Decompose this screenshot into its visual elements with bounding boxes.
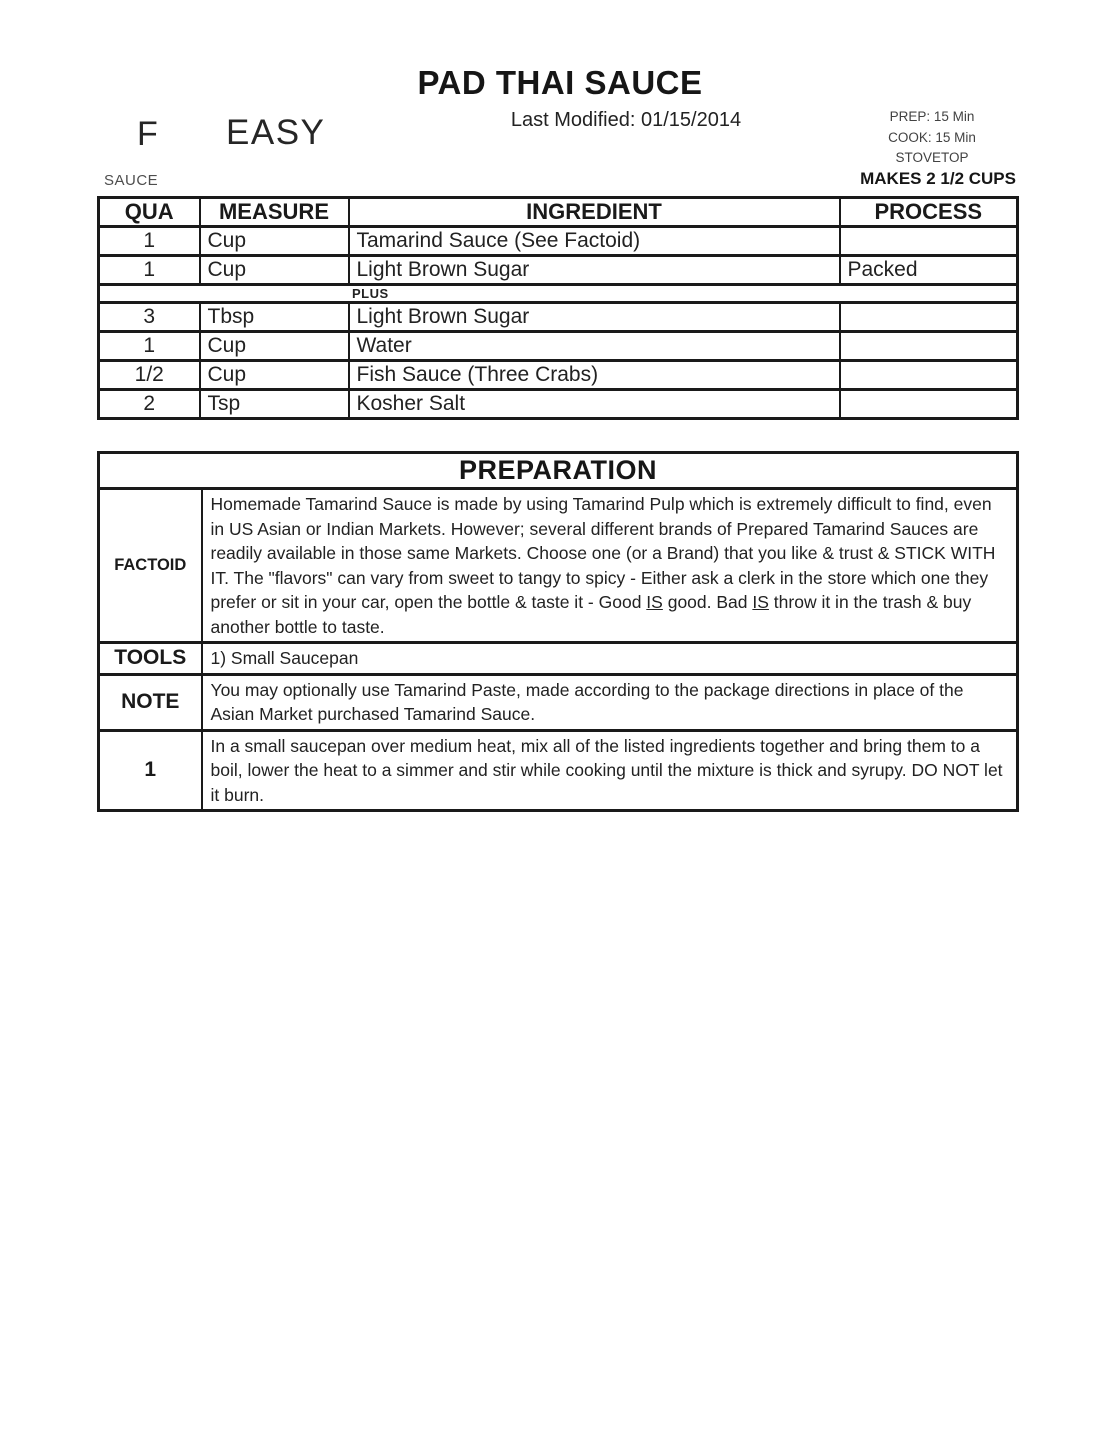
timing-block: [852, 107, 1012, 169]
column-header-process: PROCESS: [840, 198, 1018, 227]
measure-cell: Cup: [200, 332, 349, 361]
ingredient-row: [99, 390, 1018, 419]
ingredients-header-row: [99, 198, 1018, 227]
quantity-cell: 3: [99, 303, 200, 332]
step-row: [99, 730, 1018, 811]
note-label: NOTE: [99, 674, 202, 730]
measure-cell: Cup: [200, 361, 349, 390]
process-cell: [840, 303, 1018, 332]
step-text: In a small saucepan over medium heat, mix all of the listed ingredients together and bring them to a boil, lower the heat to a simmer and stir while cooking until the mixture is thick and syrupy. DO NOT let it burn.: [202, 730, 1018, 811]
process-cell: [840, 332, 1018, 361]
factoid-underlined-word: IS: [646, 592, 663, 612]
ingredient-cell: Tamarind Sauce (See Factoid): [349, 227, 840, 256]
ingredients-table: [97, 196, 1019, 420]
preparation-title: PREPARATION: [99, 453, 1018, 489]
measure-cell: Cup: [200, 256, 349, 285]
measure-cell: Tbsp: [200, 303, 349, 332]
last-modified-date: Last Modified: 01/15/2014: [510, 109, 742, 131]
tools-row: [99, 643, 1018, 675]
ingredient-row: [99, 332, 1018, 361]
factoid-row: [99, 489, 1018, 643]
factoid-label: FACTOID: [99, 489, 202, 643]
column-header-measure: MEASURE: [200, 198, 349, 227]
category-label: SAUCE: [104, 172, 159, 189]
plus-divider-row: [99, 285, 1018, 303]
step-number: 1: [99, 730, 202, 811]
preparation-table: [97, 451, 1019, 812]
quantity-cell: 1: [99, 227, 200, 256]
process-cell: [840, 227, 1018, 256]
tools-text: 1) Small Saucepan: [202, 643, 1018, 675]
ingredient-cell: Fish Sauce (Three Crabs): [349, 361, 840, 390]
ingredient-row: [99, 361, 1018, 390]
ingredient-row: [99, 256, 1018, 285]
quantity-cell: 1/2: [99, 361, 200, 390]
column-header-qua: QUA: [99, 198, 200, 227]
cooking-method: STOVETOP: [895, 150, 969, 165]
recipe-title: PAD THAI SAUCE: [417, 64, 703, 101]
yield-label: MAKES 2 1/2 CUPS: [860, 169, 1016, 188]
preparation-header-row: [99, 453, 1018, 489]
tools-label: TOOLS: [99, 643, 202, 675]
factoid-underlined-word: IS: [752, 592, 769, 612]
measure-cell: Cup: [200, 227, 349, 256]
ingredient-row: [99, 303, 1018, 332]
measure-cell: Tsp: [200, 390, 349, 419]
factoid-text: [202, 489, 1018, 643]
ingredient-cell: Kosher Salt: [349, 390, 840, 419]
quantity-cell: 1: [99, 332, 200, 361]
process-cell: [840, 390, 1018, 419]
category-letter: F: [137, 115, 158, 153]
prep-time: PREP: 15 Min: [889, 109, 975, 124]
plus-divider-label: PLUS: [99, 285, 1018, 303]
process-cell: Packed: [840, 256, 1018, 285]
note-row: [99, 674, 1018, 730]
ingredient-cell: Light Brown Sugar: [349, 303, 840, 332]
ingredient-cell: Light Brown Sugar: [349, 256, 840, 285]
ingredient-cell: Water: [349, 332, 840, 361]
cook-time: COOK: 15 Min: [888, 129, 976, 145]
factoid-text-part: Homemade Tamarind Sauce is made by using Tamarind Pulp which is extremely difficult to find, even in US Asian or Indian Markets. However; several different brands of Prepared Tamarind Sauces are readily available in those same Markets. Choose one (or a Brand) that you like & trust & STICK WITH IT. The "flavors" can vary from sweet to tangy to spicy - Either ask a clerk in the store which one they prefer or sit in your car, open the bottle & taste it - Good: [210, 494, 996, 612]
note-text: You may optionally use Tamarind Paste, made according to the package directions in place of the Asian Market purchased Tamarind Sauce.: [202, 674, 1018, 730]
ingredient-row: [99, 227, 1018, 256]
quantity-cell: 1: [99, 256, 200, 285]
difficulty-label: EASY: [226, 113, 326, 152]
factoid-text-part: good. Bad: [662, 592, 753, 612]
process-cell: [840, 361, 1018, 390]
column-header-ingredient: INGREDIENT: [349, 198, 840, 227]
quantity-cell: 2: [99, 390, 200, 419]
factoid-text-part: throw it in the trash & buy another bottle to taste.: [210, 592, 972, 637]
